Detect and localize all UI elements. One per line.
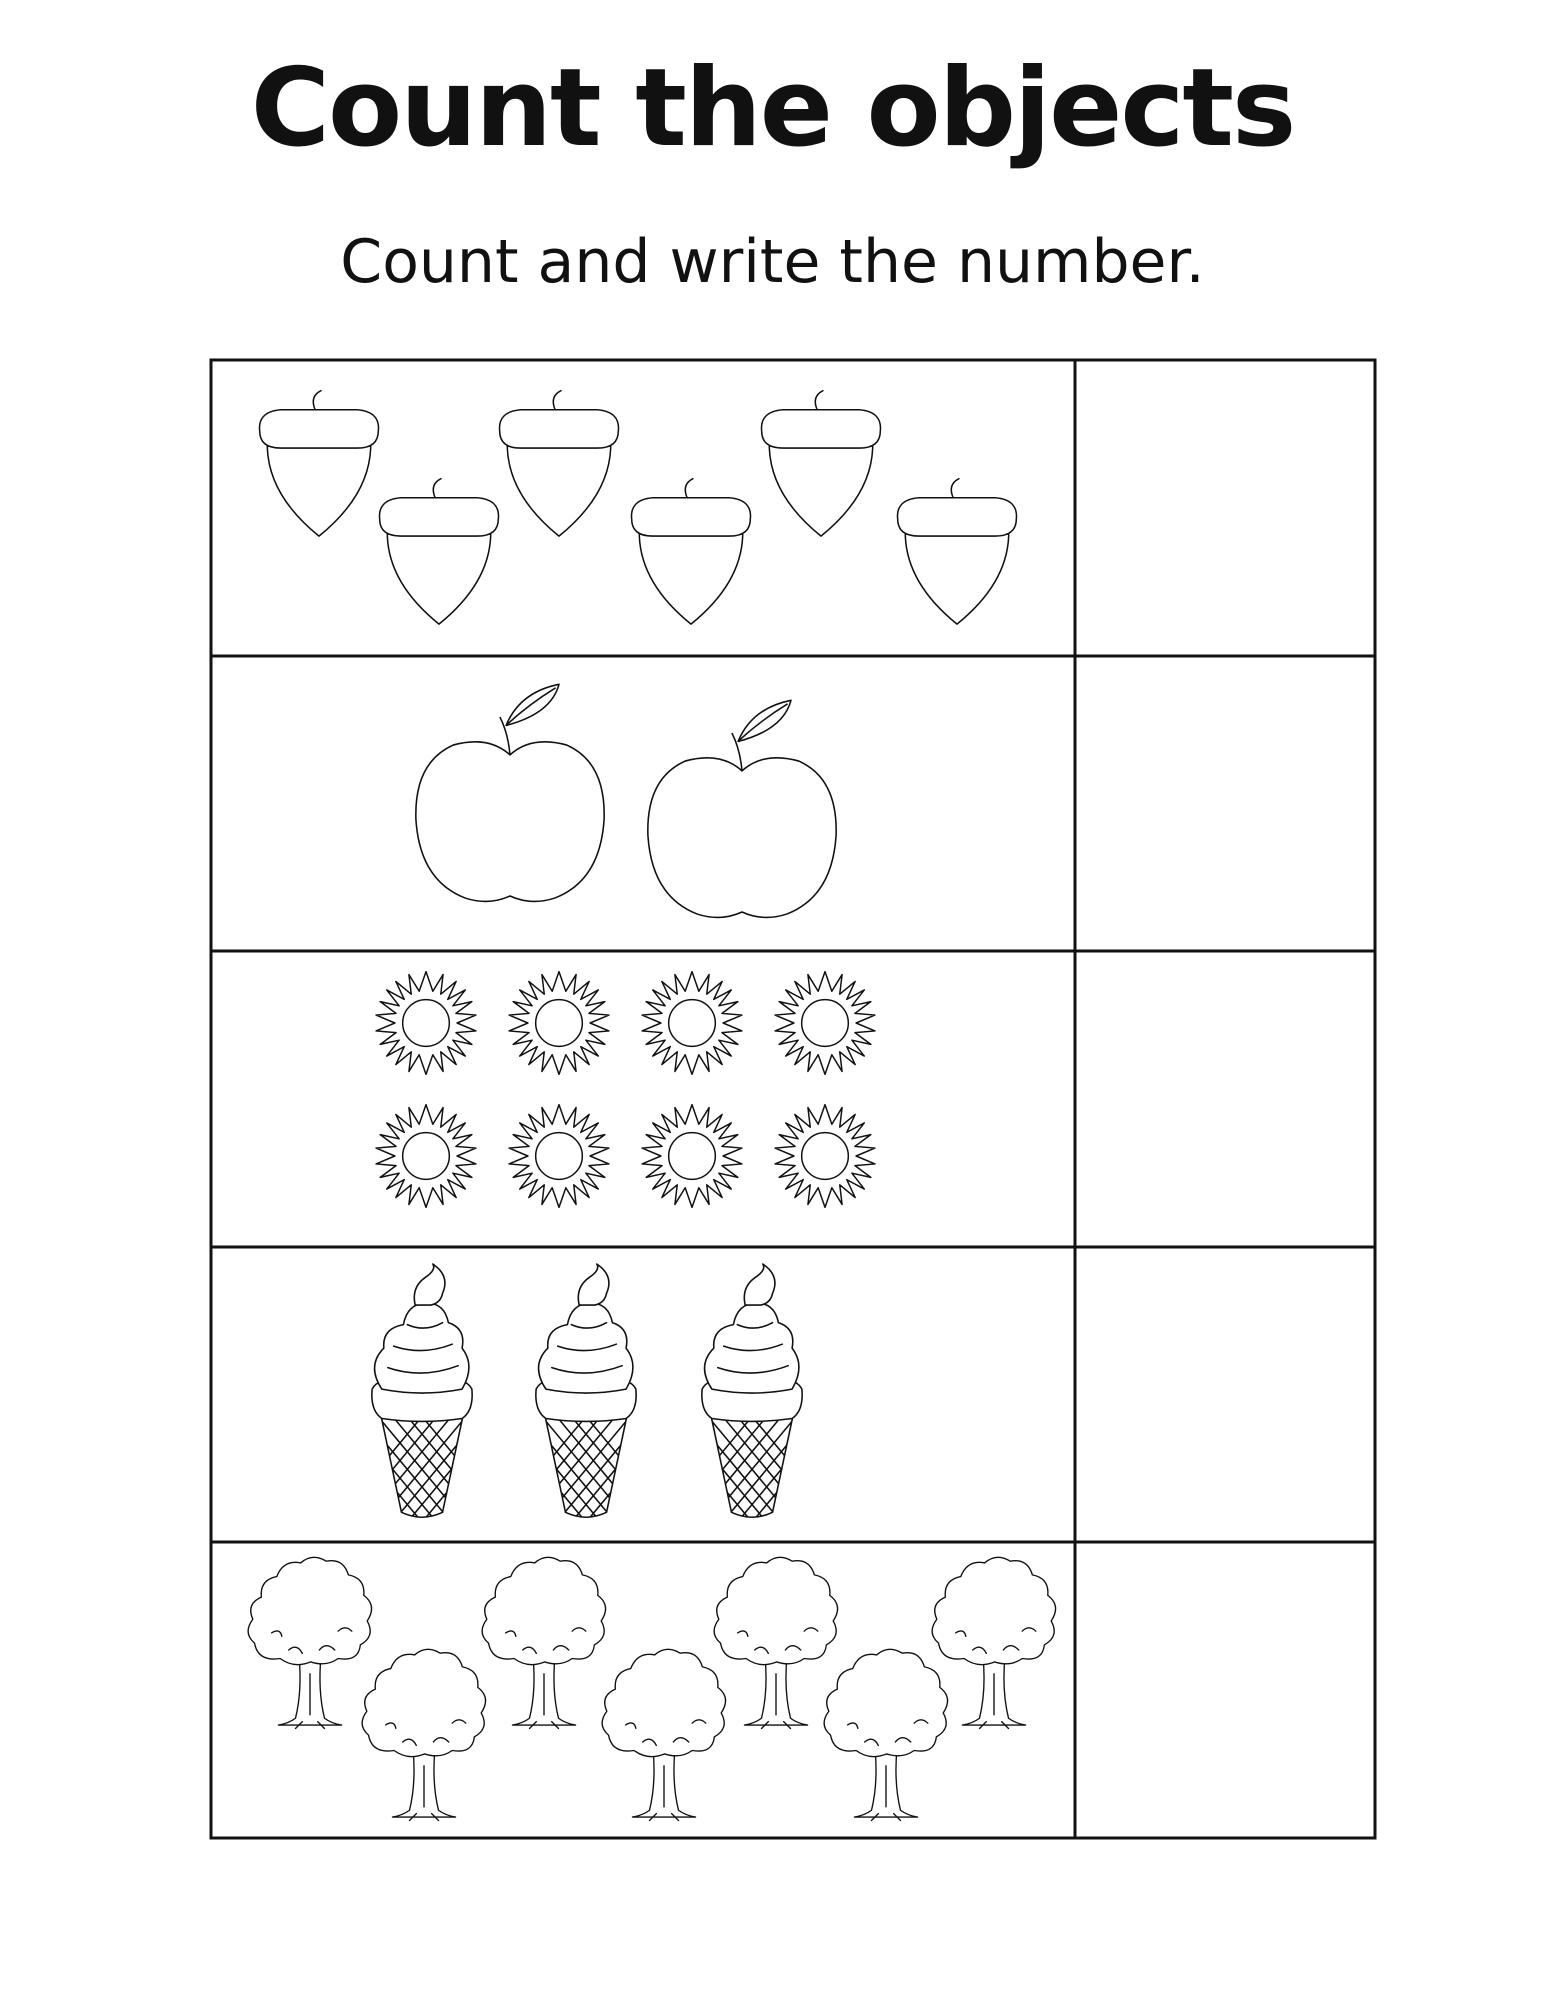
page-title: Count the objects	[250, 46, 1295, 171]
tree-icon	[824, 1649, 947, 1820]
instruction-text: Count and write the number.	[340, 227, 1205, 297]
sun-icon	[775, 972, 875, 1075]
sun-icon	[376, 972, 476, 1075]
tree-icon	[482, 1557, 605, 1728]
apple-icon	[648, 700, 836, 917]
answer-box-4[interactable]	[1078, 1250, 1372, 1539]
tree-icon	[714, 1557, 837, 1728]
row-ice-creams	[314, 1264, 859, 1528]
answer-column	[1078, 363, 1372, 1835]
acorn-icon	[500, 391, 619, 536]
acorn-icon	[260, 391, 379, 536]
tree-icon	[248, 1557, 371, 1728]
sun-icon	[775, 1105, 875, 1208]
tree-icon	[602, 1649, 725, 1820]
apple-icon	[416, 684, 604, 901]
sun-icon	[509, 1105, 609, 1208]
sun-icon	[376, 1105, 476, 1208]
sun-icon	[509, 972, 609, 1075]
answer-box-1[interactable]	[1078, 363, 1372, 653]
answer-box-2[interactable]	[1078, 659, 1372, 948]
acorn-icon	[762, 391, 881, 536]
row-acorns	[260, 391, 1017, 624]
ice-cream-icon	[644, 1264, 859, 1528]
tree-icon	[932, 1557, 1055, 1728]
sun-icon	[642, 1105, 742, 1208]
answer-box-3[interactable]	[1078, 954, 1372, 1244]
answer-box-5[interactable]	[1078, 1545, 1372, 1835]
row-suns	[376, 972, 875, 1208]
ice-cream-icon	[478, 1264, 693, 1528]
ice-cream-icon	[314, 1264, 529, 1528]
sun-icon	[642, 972, 742, 1075]
tree-icon	[362, 1649, 485, 1820]
row-apples	[416, 684, 836, 917]
acorn-icon	[380, 479, 499, 624]
acorn-icon	[898, 479, 1017, 624]
row-trees	[248, 1557, 1055, 1820]
acorn-icon	[632, 479, 751, 624]
